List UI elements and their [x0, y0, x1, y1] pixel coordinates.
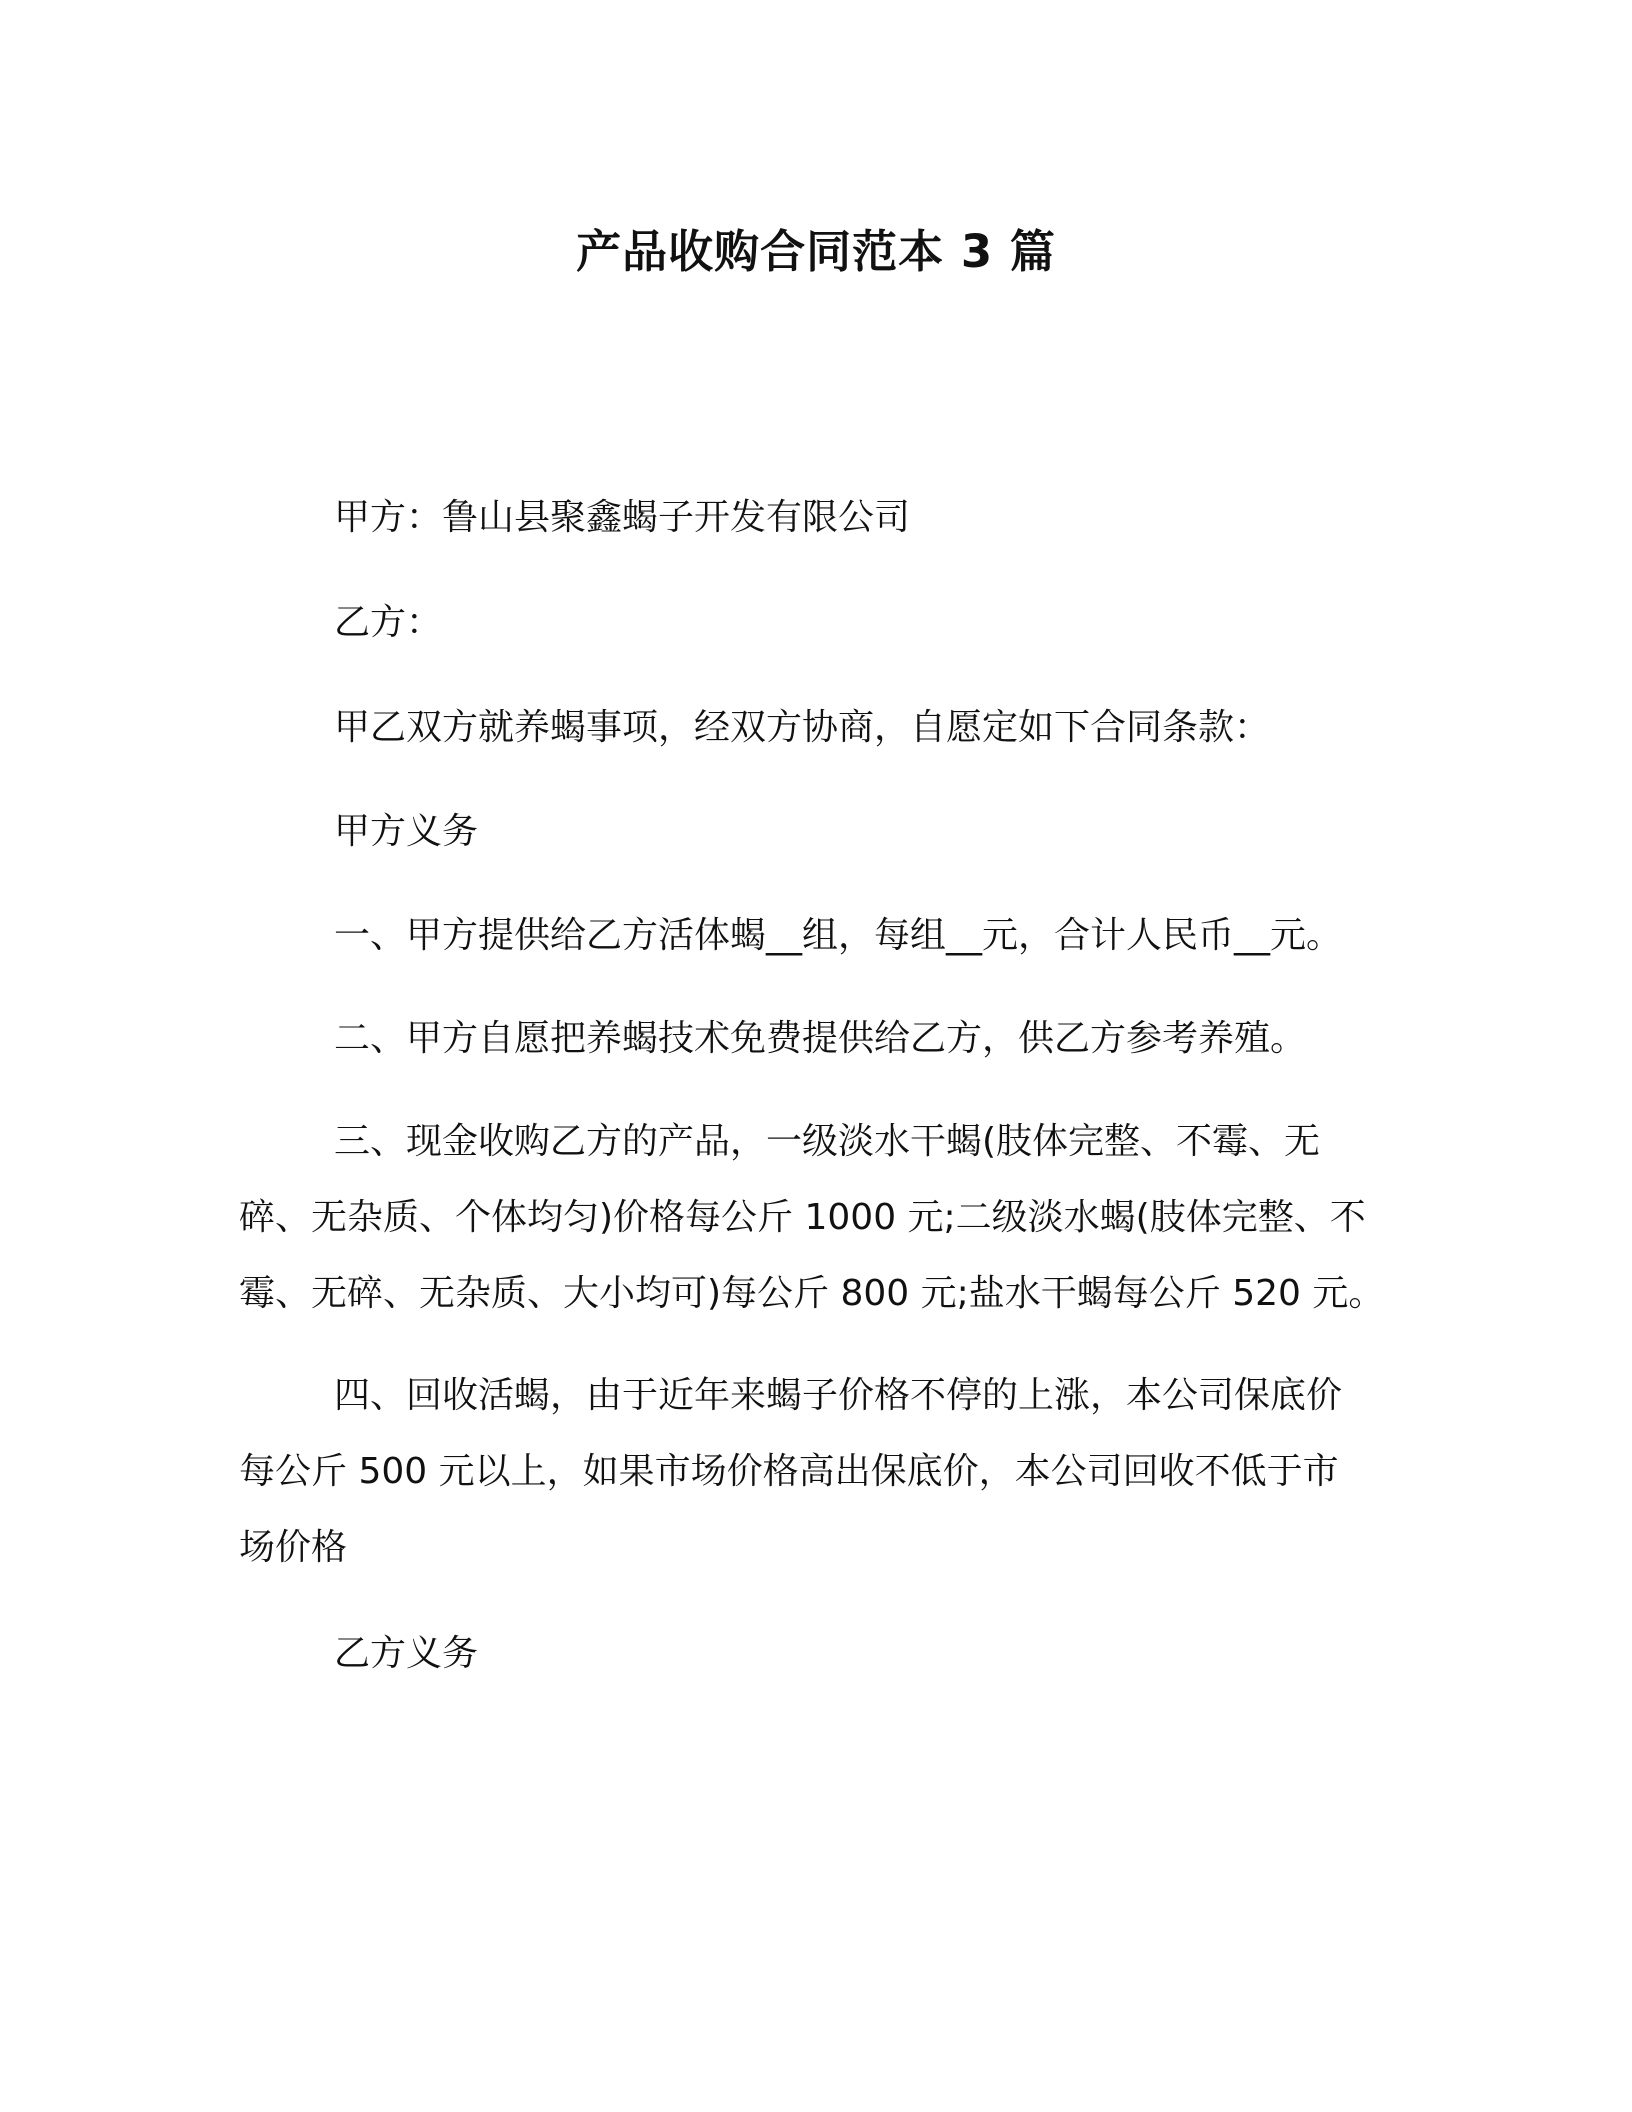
clause-3-line-3: 霉、无碎、无杂质、大小均可)每公斤 800 元;盐水干蝎每公斤 520 元。	[239, 1273, 1385, 1314]
clause-1: 一、甲方提供给乙方活体蝎__组，每组__元，合计人民币__元。	[334, 915, 1343, 956]
party-b-duties-heading: 乙方义务	[334, 1633, 479, 1674]
party-a-line: 甲方：鲁山县聚鑫蝎子开发有限公司	[334, 497, 911, 538]
clause-4	[239, 1358, 1399, 1586]
clause-4-line-1: 四、回收活蝎，由于近年来蝎子价格不停的上涨，本公司保底价	[334, 1375, 1343, 1416]
clause-3-line-1: 三、现金收购乙方的产品，一级淡水干蝎(肢体完整、不霉、无	[334, 1121, 1321, 1162]
clause-3-line-2: 碎、无杂质、个体均匀)价格每公斤 1000 元;二级淡水蝎(肢体完整、不	[239, 1197, 1366, 1238]
party-b-line: 乙方：	[334, 602, 443, 643]
clause-3	[239, 1104, 1399, 1332]
document-title: 产品收购合同范本 3 篇	[576, 225, 1056, 278]
clause-4-line-3: 场价格	[239, 1527, 348, 1568]
intro-paragraph: 甲乙双方就养蝎事项，经双方协商，自愿定如下合同条款：	[334, 707, 1271, 748]
clause-4-line-2: 每公斤 500 元以上，如果市场价格高出保底价，本公司回收不低于市	[239, 1451, 1339, 1492]
clause-2: 二、甲方自愿把养蝎技术免费提供给乙方，供乙方参考养殖。	[334, 1018, 1307, 1059]
party-a-duties-heading: 甲方义务	[334, 811, 479, 852]
